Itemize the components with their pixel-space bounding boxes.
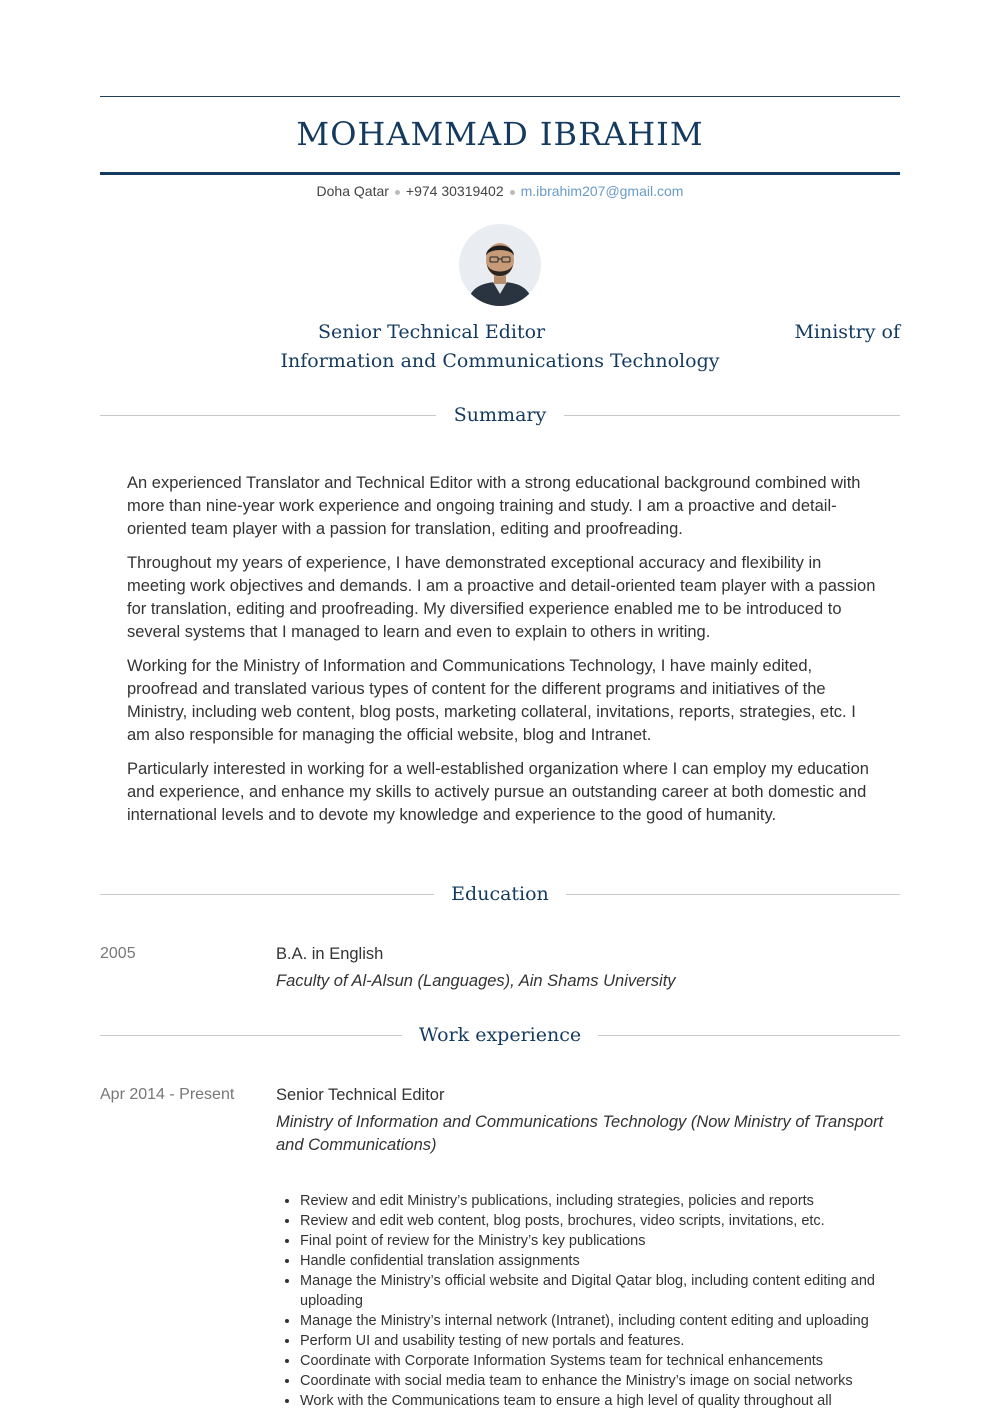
- job-responsibilities: [276, 1191, 896, 1411]
- job-organization: Ministry of Information and Communications Technology (Now Ministry of Transport and Communications): [276, 1113, 884, 1154]
- work-heading: [100, 1020, 900, 1050]
- list-item: • Manage the Ministry’s internal network (Intranet), including content editing and uploading: [300, 1311, 896, 1331]
- list-item: • Review and edit web content, blog posts, brochures, video scripts, invitations, etc.: [300, 1211, 896, 1231]
- separator-dot-icon: [395, 190, 400, 195]
- job-title: Senior Technical Editor: [276, 1086, 445, 1104]
- phone: +974 30319402: [405, 183, 504, 199]
- job-date: Apr 2014 - Present: [100, 1086, 235, 1103]
- section-title: Work experience: [418, 1024, 582, 1046]
- section-title: Summary: [453, 404, 547, 426]
- profile-photo: [459, 224, 541, 306]
- contact-line: [100, 182, 900, 200]
- location: Doha Qatar: [316, 183, 389, 199]
- avatar-portrait-icon: [459, 224, 541, 306]
- list-item: • Coordinate with Corporate Information Systems team for technical enhancements: [300, 1351, 896, 1371]
- headline-organization-part2: Information and Communications Technology: [280, 350, 720, 372]
- list-item: • Work with the Communications team to ensure a high level of quality throughout all: [300, 1391, 896, 1411]
- headline-title: Senior Technical Editor: [318, 321, 546, 343]
- email-link[interactable]: m.ibrahim207@gmail.com: [520, 183, 684, 199]
- headline-organization-part1: Ministry of: [794, 321, 900, 343]
- education-school: Faculty of Al-Alsun (Languages), Ain Shams University: [276, 972, 676, 990]
- list-item: • Final point of review for the Ministry’s key publications: [300, 1231, 896, 1251]
- list-item: • Manage the Ministry’s official website and Digital Qatar blog, including content editing and uploading: [300, 1271, 896, 1311]
- summary-heading: [100, 400, 900, 430]
- summary-paragraph: Throughout my years of experience, I have demonstrated exceptional accuracy and flexibility in meeting work objectives and demands. I am a proactive and detail-oriented team player with a passion for translation, editing and proofreading. My diversified experience enabled me to be introduced to several systems that I managed to learn and even to explain to others in writing.: [127, 554, 876, 641]
- summary-paragraph: Particularly interested in working for a well-established organization where I can employ my education and experience, and enhance my skills to actively pursue an outstanding career at both domestic and international levels and to devote my knowledge and experience to the good of humanity.: [127, 760, 869, 824]
- top-divider: [100, 96, 900, 97]
- summary-paragraph: Working for the Ministry of Information and Communications Technology, I have mainly edited, proofread and translated various types of content for the different programs and initiatives of the Ministry, including web content, blog posts, marketing collateral, invitations, reports, strategies, etc. I am also responsible for managing the official website, blog and Intranet.: [127, 657, 856, 744]
- list-item: • Perform UI and usability testing of new portals and features.: [300, 1331, 896, 1351]
- separator-dot-icon: [510, 190, 515, 195]
- list-item: • Review and edit Ministry’s publications, including strategies, policies and reports: [300, 1191, 896, 1211]
- list-item: • Handle confidential translation assignments: [300, 1251, 896, 1271]
- candidate-name: MOHAMMAD IBRAHIM: [296, 115, 704, 153]
- education-date: 2005: [100, 945, 136, 962]
- section-title: Education: [451, 883, 549, 905]
- education-heading: [100, 879, 900, 909]
- education-degree: B.A. in English: [276, 945, 384, 963]
- name-divider: [100, 172, 900, 175]
- summary-paragraph: An experienced Translator and Technical Editor with a strong educational background combined with more than nine-year work experience and ongoing training and study. I am a proactive and detail-oriented team player with a passion for translation, editing and proofreading.: [127, 474, 861, 538]
- summary-text: [127, 472, 877, 838]
- list-item: • Coordinate with social media team to enhance the Ministry’s image on social networks: [300, 1371, 896, 1391]
